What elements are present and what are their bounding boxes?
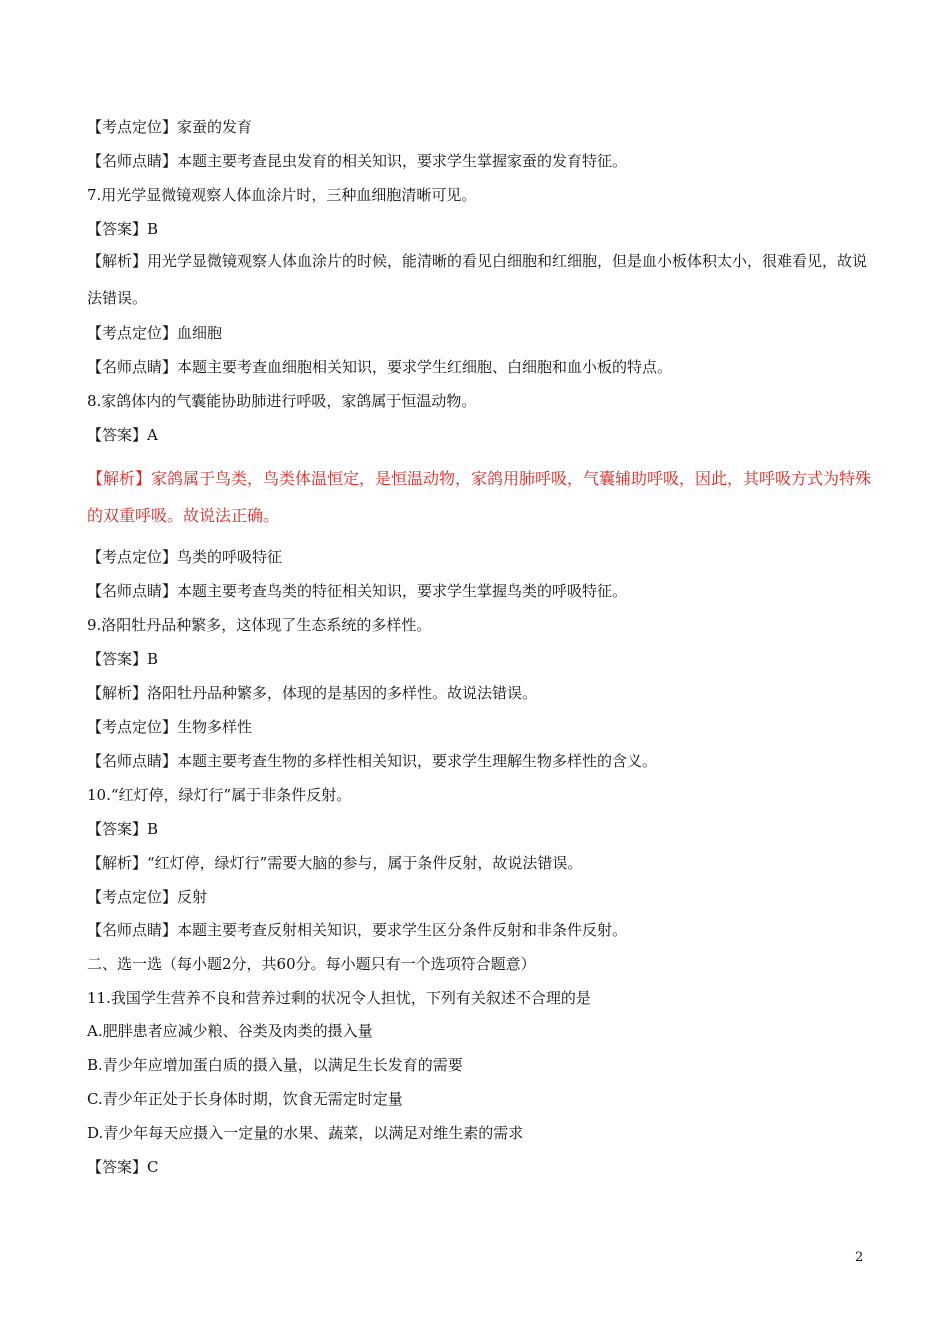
kaodian-biodiversity: 【考点定位】生物多样性 xyxy=(87,718,253,736)
analysis-9: 【解析】洛阳牡丹品种繁多，体现的是基因的多样性。故说法错误。 xyxy=(87,684,538,702)
mingshi-reflex: 【名师点睛】本题主要考查反射相关知识，要求学生区分条件反射和非条件反射。 xyxy=(87,921,628,939)
answer-11: 【答案】C xyxy=(87,1158,159,1176)
mingshi-biodiversity: 【名师点睛】本题主要考查生物的多样性相关知识，要求学生理解生物多样性的含义。 xyxy=(87,752,658,770)
mingshi-silkworm: 【名师点睛】本题主要考查昆虫发育的相关知识，要求学生掌握家蚕的发育特征。 xyxy=(87,152,628,170)
kaodian-bird-respiration: 【考点定位】鸟类的呼吸特征 xyxy=(87,548,283,566)
kaodian-reflex: 【考点定位】反射 xyxy=(87,888,208,906)
kaodian-silkworm: 【考点定位】家蚕的发育 xyxy=(87,118,253,136)
answer-8: 【答案】A xyxy=(87,426,158,444)
kaodian-blood-cell: 【考点定位】血细胞 xyxy=(87,324,223,342)
option-a: A.肥胖患者应减少粮、谷类及肉类的摄入量 xyxy=(87,1022,373,1040)
option-c: C.青少年正处于长身体时期，饮食无需定时定量 xyxy=(87,1090,403,1108)
question-7: 7.用光学显微镜观察人体血涂片时，三种血细胞清晰可见。 xyxy=(87,186,477,204)
question-10: 10.“红灯停，绿灯行”属于非条件反射。 xyxy=(87,786,352,804)
question-11: 11.我国学生营养不良和营养过剩的状况令人担忧，下列有关叙述不合理的是 xyxy=(87,989,591,1007)
question-8: 8.家鸽体内的气囊能协助肺进行呼吸，家鸽属于恒温动物。 xyxy=(87,392,477,410)
analysis-8-highlight: 【解析】家鸽属于鸟类，鸟类体温恒定，是恒温动物，家鸽用肺呼吸，气囊辅助呼吸，因此，其呼吸方式为特殊的双重呼吸。故说法正确。 xyxy=(87,469,872,525)
analysis-10: 【解析】“红灯停，绿灯行”需要大脑的参与，属于条件反射，故说法错误。 xyxy=(87,854,583,872)
option-b: B.青少年应增加蛋白质的摄入量，以满足生长发育的需要 xyxy=(87,1056,463,1074)
mingshi-blood-cell: 【名师点睛】本题主要考查血细胞相关知识，要求学生红细胞、白细胞和血小板的特点。 xyxy=(87,358,673,376)
page-number: 2 xyxy=(855,1250,864,1265)
answer-10: 【答案】B xyxy=(87,820,159,838)
answer-9: 【答案】B xyxy=(87,650,159,668)
option-d: D.青少年每天应摄入一定量的水果、蔬菜，以满足对维生素的需求 xyxy=(87,1124,524,1142)
section-heading-choice: 二、选一选（每小题2分，共60分。每小题只有一个选项符合题意） xyxy=(87,955,536,973)
answer-7: 【答案】B xyxy=(87,220,159,238)
mingshi-bird-respiration: 【名师点睛】本题主要考查鸟类的特征相关知识，要求学生掌握鸟类的呼吸特征。 xyxy=(87,582,628,600)
question-9: 9.洛阳牡丹品种繁多，这体现了生态系统的多样性。 xyxy=(87,616,432,634)
analysis-7: 【解析】用光学显微镜观察人体血涂片的时候，能清晰的看见白细胞和红细胞，但是血小板体积太小，很难看见，故说法错误。 xyxy=(87,252,868,307)
